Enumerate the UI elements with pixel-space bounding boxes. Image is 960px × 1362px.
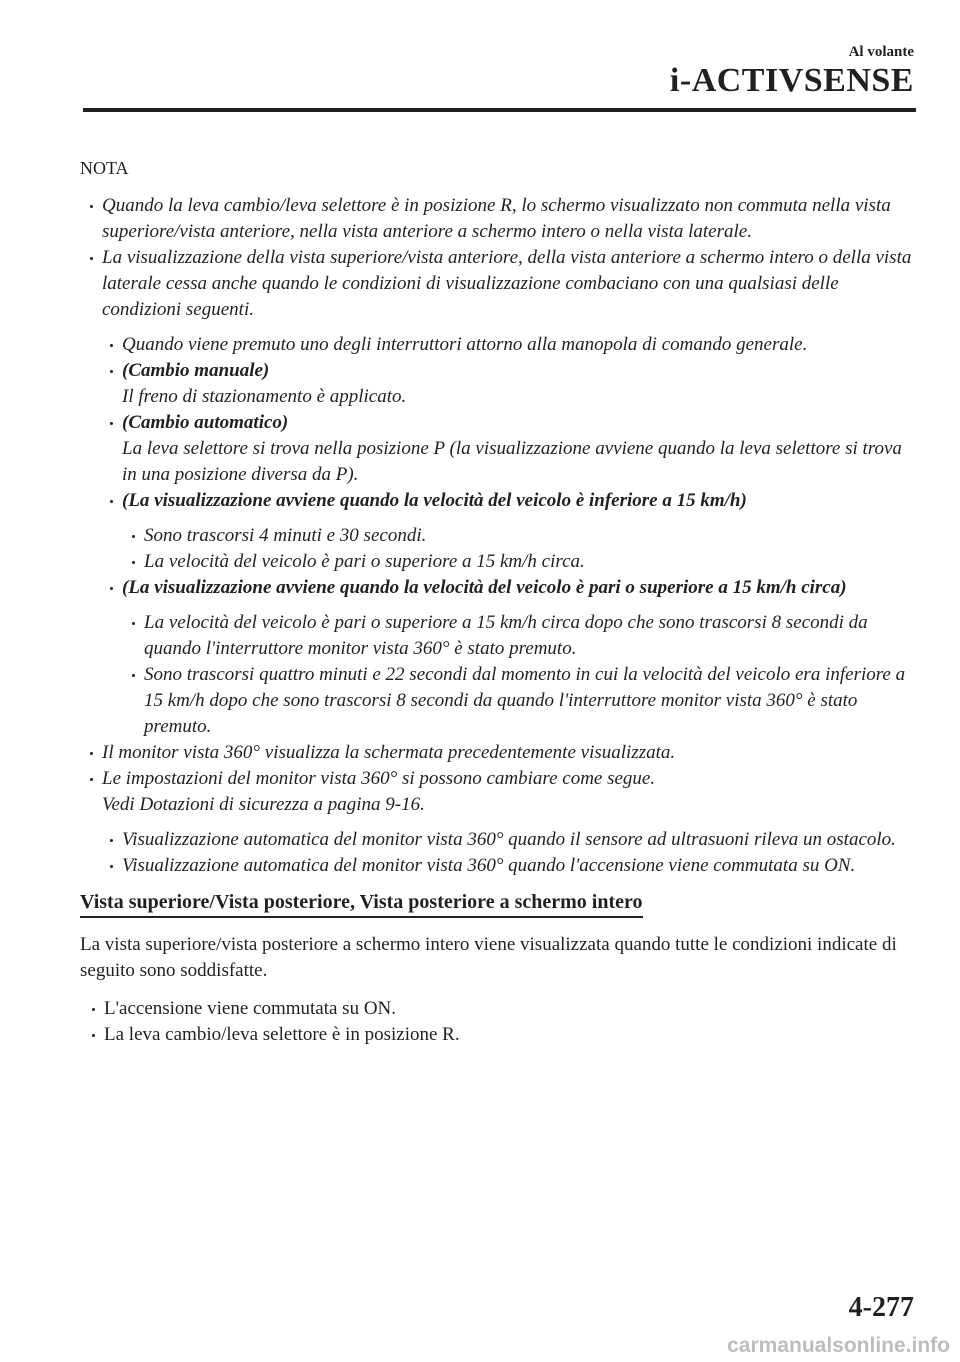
nota-item (122, 662, 920, 740)
nota-item (80, 766, 920, 818)
nota-item (100, 575, 920, 601)
nota-item-text: Le impostazioni del monitor vista 360° si possono cambiare come segue. (102, 768, 656, 789)
nota-item-heading: (Cambio manuale) (122, 360, 270, 381)
nota-item (80, 193, 920, 245)
nota-item-text: Quando viene premuto uno degli interruttori attorno alla manopola di comando generale. (122, 334, 808, 355)
nota-item (100, 332, 920, 358)
nota-item-text: Il monitor vista 360° visualizza la schermata precedentemente visualizzata. (102, 742, 676, 763)
nota-item-text: Sono trascorsi 4 minuti e 30 secondi. (144, 525, 427, 546)
nota-item-text: Quando la leva cambio/leva selettore è in posizione R, lo schermo visualizzato non commuta nella vista superiore/vista anteriore, nella vista anteriore a schermo intero o nella vista laterale. (102, 195, 891, 242)
header-section-label: Al volante (848, 44, 914, 60)
nota-item-heading: (La visualizzazione avviene quando la velocità del veicolo è pari o superiore a 15 km/h circa) (122, 577, 847, 598)
nota-item-detail: La leva selettore si trova nella posizione P (la visualizzazione avviene quando la leva selettore si trova in una posizione diversa da P). (122, 438, 902, 485)
nota-item-detail: Il freno di stazionamento è applicato. (122, 386, 407, 407)
nota-item-text: Sono trascorsi quattro minuti e 22 secondi dal momento in cui la velocità del veicolo era inferiore a 15 km/h dopo che sono trascorsi 8 secondi da quando l'interruttore monitor vista 360° è stato premuto. (144, 664, 906, 737)
nota-item (100, 853, 920, 879)
nota-item (100, 827, 920, 853)
watermark-text[interactable]: carmanualsonline.info (727, 1334, 950, 1357)
nota-item (122, 610, 920, 662)
nota-label: NOTA (80, 158, 129, 178)
nota-item-text: La velocità del veicolo è pari o superiore a 15 km/h circa dopo che sono trascorsi 8 secondi da quando l'interruttore monitor vista 360° è stato premuto. (144, 612, 868, 659)
section-list-item: La leva cambio/leva selettore è in posizione R. (82, 1022, 920, 1048)
nota-item-text: La visualizzazione della vista superiore/vista anteriore, della vista anteriore a schermo intero o della vista laterale cessa anche quando le condizioni di visualizzazione combaciano con una qualsiasi delle condizioni seguenti. (102, 247, 912, 320)
nota-item (122, 523, 920, 549)
nota-item-heading: (La visualizzazione avviene quando la velocità del veicolo è inferiore a 15 km/h) (122, 490, 747, 511)
header-title: i-ACTIVSENSE (669, 62, 914, 99)
section-list-item: L'accensione viene commutata su ON. (82, 996, 920, 1022)
nota-item-text: Visualizzazione automatica del monitor vista 360° quando il sensore ad ultrasuoni rileva un ostacolo. (122, 829, 896, 850)
page-number: 4-277 (848, 1292, 914, 1323)
page-content (80, 158, 920, 1048)
nota-item (122, 549, 920, 575)
nota-item-text: Visualizzazione automatica del monitor vista 360° quando l'accensione viene commutata su ON. (122, 855, 856, 876)
nota-item-text: La velocità del veicolo è pari o superiore a 15 km/h circa. (144, 551, 585, 572)
nota-item (80, 740, 920, 766)
section-heading: Vista superiore/Vista posteriore, Vista posteriore a schermo intero (80, 891, 643, 918)
nota-item (100, 488, 920, 514)
nota-item (100, 358, 920, 410)
nota-item-heading: (Cambio automatico) (122, 412, 289, 433)
section-paragraph: La vista superiore/vista posteriore a schermo intero viene visualizzata quando tutte le condizioni indicate di seguito sono soddisfatte. (80, 934, 897, 981)
nota-item-detail: Vedi Dotazioni di sicurezza a pagina 9-16. (102, 794, 425, 815)
header-divider (83, 108, 916, 112)
nota-list (80, 193, 920, 879)
section-list (80, 996, 920, 1048)
nota-item (100, 410, 920, 488)
nota-item (80, 245, 920, 323)
